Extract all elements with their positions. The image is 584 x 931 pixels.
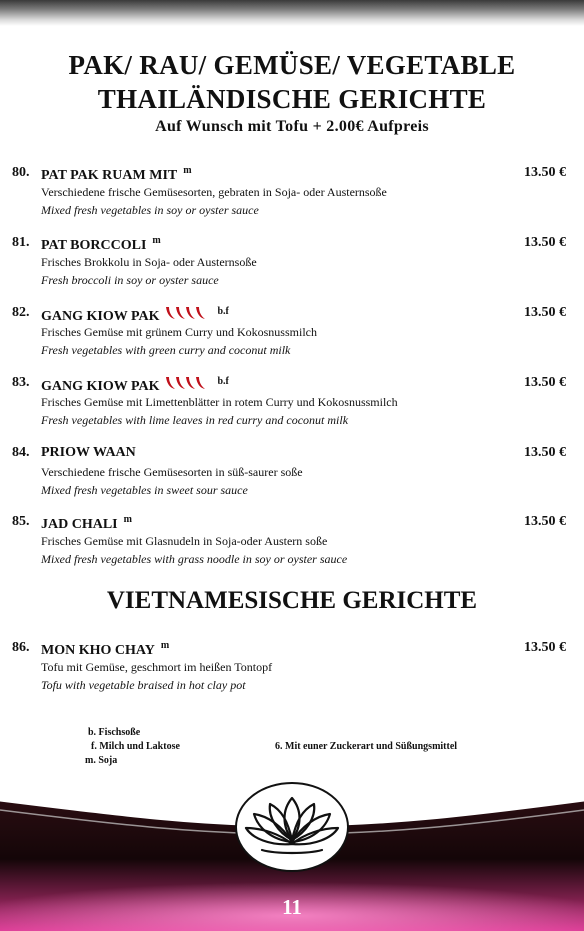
page-subtitle: THAILÄNDISCHE GERICHTE bbox=[97, 84, 487, 114]
item-number: 83. bbox=[12, 375, 30, 390]
menu-item[interactable] bbox=[0, 445, 584, 505]
item-name: PAT PAK RUAM MIT $^m$ bbox=[41, 165, 192, 183]
item-number: 84. bbox=[12, 445, 30, 460]
item-number: 85. bbox=[12, 514, 30, 529]
legend-f: f. Milch und Laktose bbox=[91, 741, 180, 752]
item-description-de: Verschiedene frische Gemüsesorten in süß-saurer soße bbox=[41, 465, 303, 479]
item-price: 13.50 € bbox=[524, 235, 566, 250]
item-number: 80. bbox=[12, 165, 30, 180]
item-price: 13.50 € bbox=[524, 165, 566, 180]
item-description-de: Verschiedene frische Gemüsesorten, gebraten in Soja- oder Austernsoße bbox=[41, 185, 387, 199]
allergen-code: m bbox=[123, 514, 132, 525]
menu-item[interactable] bbox=[0, 165, 584, 225]
section-title-vietnam: VIETNAMESISCHE GERICHTE bbox=[106, 587, 478, 614]
item-name: GANG KIOW PAK $^{b.f}$ bbox=[41, 306, 229, 324]
menu-item[interactable] bbox=[0, 514, 584, 574]
item-number: 86. bbox=[12, 640, 30, 655]
item-price: 13.50 € bbox=[524, 375, 566, 390]
allergen-code: b.f bbox=[217, 306, 229, 317]
menu-item[interactable] bbox=[0, 640, 584, 700]
page-title: PAK/ RAU/ GEMÜSE/ VEGETABLE bbox=[68, 50, 516, 80]
item-name: PRIOW WAAN bbox=[41, 445, 136, 460]
item-description-en: Mixed fresh vegetables in soy or oyster sauce bbox=[41, 203, 259, 217]
item-price: 13.50 € bbox=[524, 640, 566, 655]
tofu-note: Auf Wunsch mit Tofu + 2.00€ Aufpreis bbox=[155, 118, 429, 135]
allergen-code: m bbox=[183, 165, 192, 176]
item-description-en: Mixed fresh vegetables in sweet sour sauce bbox=[41, 483, 248, 497]
item-price: 13.50 € bbox=[524, 305, 566, 320]
menu-item[interactable] bbox=[0, 305, 584, 365]
item-price: 13.50 € bbox=[524, 445, 566, 460]
menu-item[interactable] bbox=[0, 235, 584, 295]
item-description-de: Frisches Gemüse mit Glasnudeln in Soja-oder Austern soße bbox=[41, 534, 328, 548]
allergen-code: b.f bbox=[217, 376, 229, 387]
item-description-en: Fresh vegetables with lime leaves in red curry and coconut milk bbox=[41, 413, 349, 427]
item-name: GANG KIOW PAK $^{b.f}$ bbox=[41, 376, 229, 394]
legend-additive-6: 6. Mit euner Zuckerart und Süßungsmittel bbox=[275, 741, 458, 752]
allergen-code: m bbox=[152, 235, 161, 246]
item-description-en: Tofu with vegetable braised in hot clay pot bbox=[41, 678, 246, 692]
item-name: JAD CHALI $^m$ bbox=[41, 514, 132, 532]
item-description-en: Fresh broccoli in soy or oyster sauce bbox=[41, 273, 219, 287]
item-number: 82. bbox=[12, 305, 30, 320]
item-description-en: Fresh vegetables with green curry and coconut milk bbox=[41, 343, 291, 357]
item-description-de: Frisches Brokkolu in Soja- oder Austernsoße bbox=[41, 255, 257, 269]
allergen-code: m bbox=[160, 640, 170, 651]
legend-m: m. Soja bbox=[85, 755, 118, 766]
item-price: 13.50 € bbox=[524, 514, 566, 529]
chili-icon bbox=[164, 375, 212, 396]
item-description-en: Mixed fresh vegetables with grass noodle in soy or oyster sauce bbox=[41, 552, 348, 566]
top-shadow bbox=[0, 0, 584, 26]
item-description-de: Tofu mit Gemüse, geschmort im heißen Tontopf bbox=[41, 660, 273, 674]
page-number: 11 bbox=[282, 895, 302, 919]
item-description-de: Frisches Gemüse mit Limettenblätter in rotem Curry und Kokosnussmilch bbox=[41, 395, 398, 409]
item-description-de: Frisches Gemüse mit grünem Curry und Kokosnussmilch bbox=[41, 325, 317, 339]
menu-item[interactable] bbox=[0, 375, 584, 435]
item-number: 81. bbox=[12, 235, 30, 250]
chili-icon bbox=[164, 305, 212, 326]
item-name: PAT BORCCOLI $^m$ bbox=[41, 235, 161, 253]
legend-b: b. Fischsoße bbox=[88, 727, 141, 738]
item-name: MON KHO CHAY $^m$ bbox=[41, 640, 170, 658]
